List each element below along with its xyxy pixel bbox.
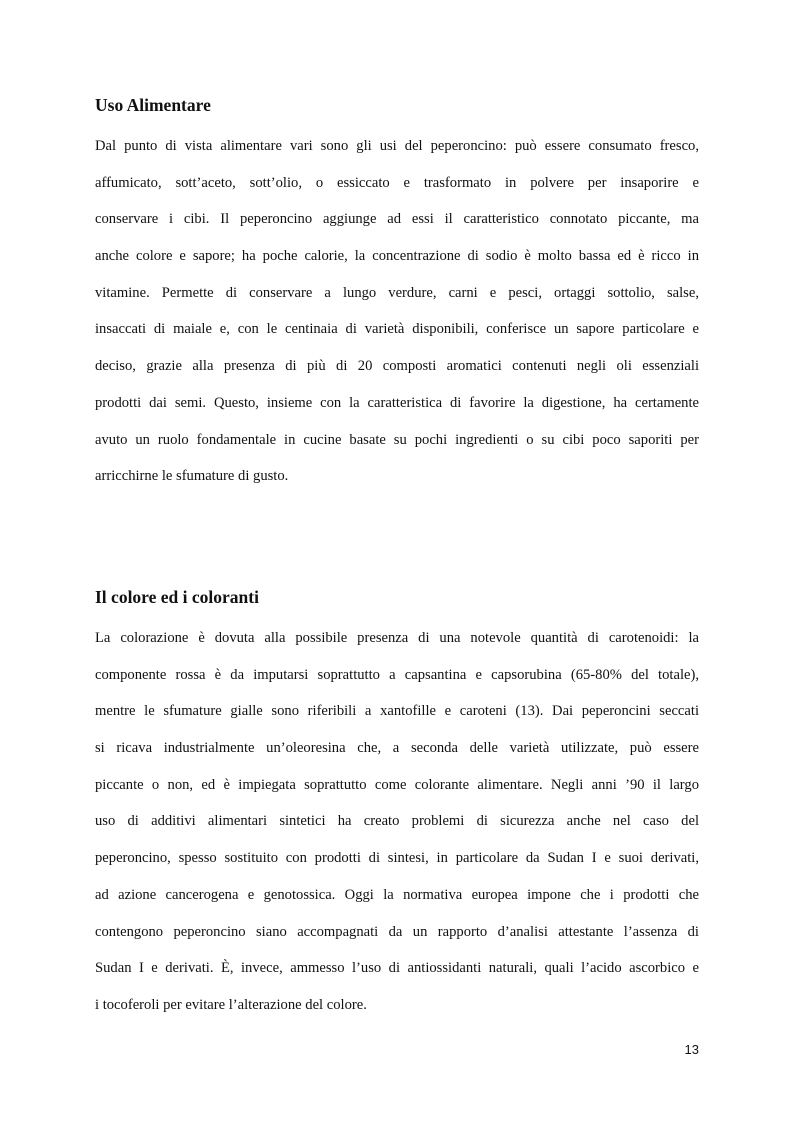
paragraph-line: i tocoferoli per evitare l’alterazione del colore. [95, 996, 367, 1013]
paragraph-line: ad azione cancerogena e genotossica. Oggi la normativa europea impone che i prodotti che [95, 886, 699, 903]
paragraph-line: Dal punto di vista alimentare vari sono gli usi del peperoncino: può essere consumato fresco, [95, 138, 699, 154]
paragraph-line: La colorazione è dovuta alla possibile presenza di una notevole quantità di carotenoidi: la [95, 630, 699, 646]
paragraph-line: anche colore e sapore; ha poche calorie, la concentrazione di sodio è molto bassa ed è ricco in [95, 248, 699, 265]
paragraph-line: vitamine. Permette di conservare a lungo verdure, carni e pesci, ortaggi sottolio, salse, [95, 284, 699, 301]
paragraph-line: Sudan I e derivati. È, invece, ammesso l’uso di antiossidanti naturali, quali l’acido ascorbico e [95, 960, 699, 977]
paragraph-line: mentre le sfumature gialle sono riferibili a xantofille e caroteni (13). Dai peperoncini seccati [95, 703, 699, 720]
section-heading-uso-alimentare: Uso Alimentare [95, 95, 211, 115]
paragraph-line: componente rossa è da imputarsi soprattutto a capsantina e capsorubina (65-80% del totale), [95, 666, 699, 683]
paragraph-line: deciso, grazie alla presenza di più di 20 composti aromatici contenuti negli oli essenziali [95, 358, 699, 375]
paragraph-line: contengono peperoncino siano accompagnati da un rapporto d’analisi attestante l’assenza di [95, 923, 699, 940]
paragraph-line: piccante o non, ed è impiegata soprattutto come colorante alimentare. Negli anni ’90 il largo [95, 776, 699, 793]
paragraph-colore-coloranti [95, 620, 699, 1024]
paragraph-line: peperoncino, spesso sostituito con prodotti di sintesi, in particolare da Sudan I e suoi derivati, [95, 850, 699, 867]
paragraph-line: prodotti dai semi. Questo, insieme con la caratteristica di favorire la digestione, ha certamente [95, 394, 699, 411]
paragraph-line: si ricava industrialmente un’oleoresina che, a seconda delle varietà utilizzate, può essere [95, 740, 699, 757]
page-number: 13 [684, 1042, 699, 1057]
paragraph-line: conservare i cibi. Il peperoncino aggiunge ad essi il caratteristico connotato piccante, ma [95, 211, 699, 228]
paragraph-line: affumicato, sott’aceto, sott’olio, o essiccato e trasformato in polvere per insaporire e [95, 174, 699, 191]
section-heading-colore-coloranti: Il colore ed i coloranti [95, 587, 259, 607]
paragraph-line: uso di additivi alimentari sintetici ha creato problemi di sicurezza anche nel caso del [95, 813, 699, 830]
paragraph-line: arricchirne le sfumature di gusto. [95, 468, 289, 485]
paragraph-line: avuto un ruolo fondamentale in cucine basate su pochi ingredienti o su cibi poco saporiti per [95, 431, 699, 448]
paragraph-line: insaccati di maiale e, con le centinaia di varietà disponibili, conferisce un sapore particolare e [95, 321, 699, 338]
paragraph-uso-alimentare [95, 128, 699, 495]
